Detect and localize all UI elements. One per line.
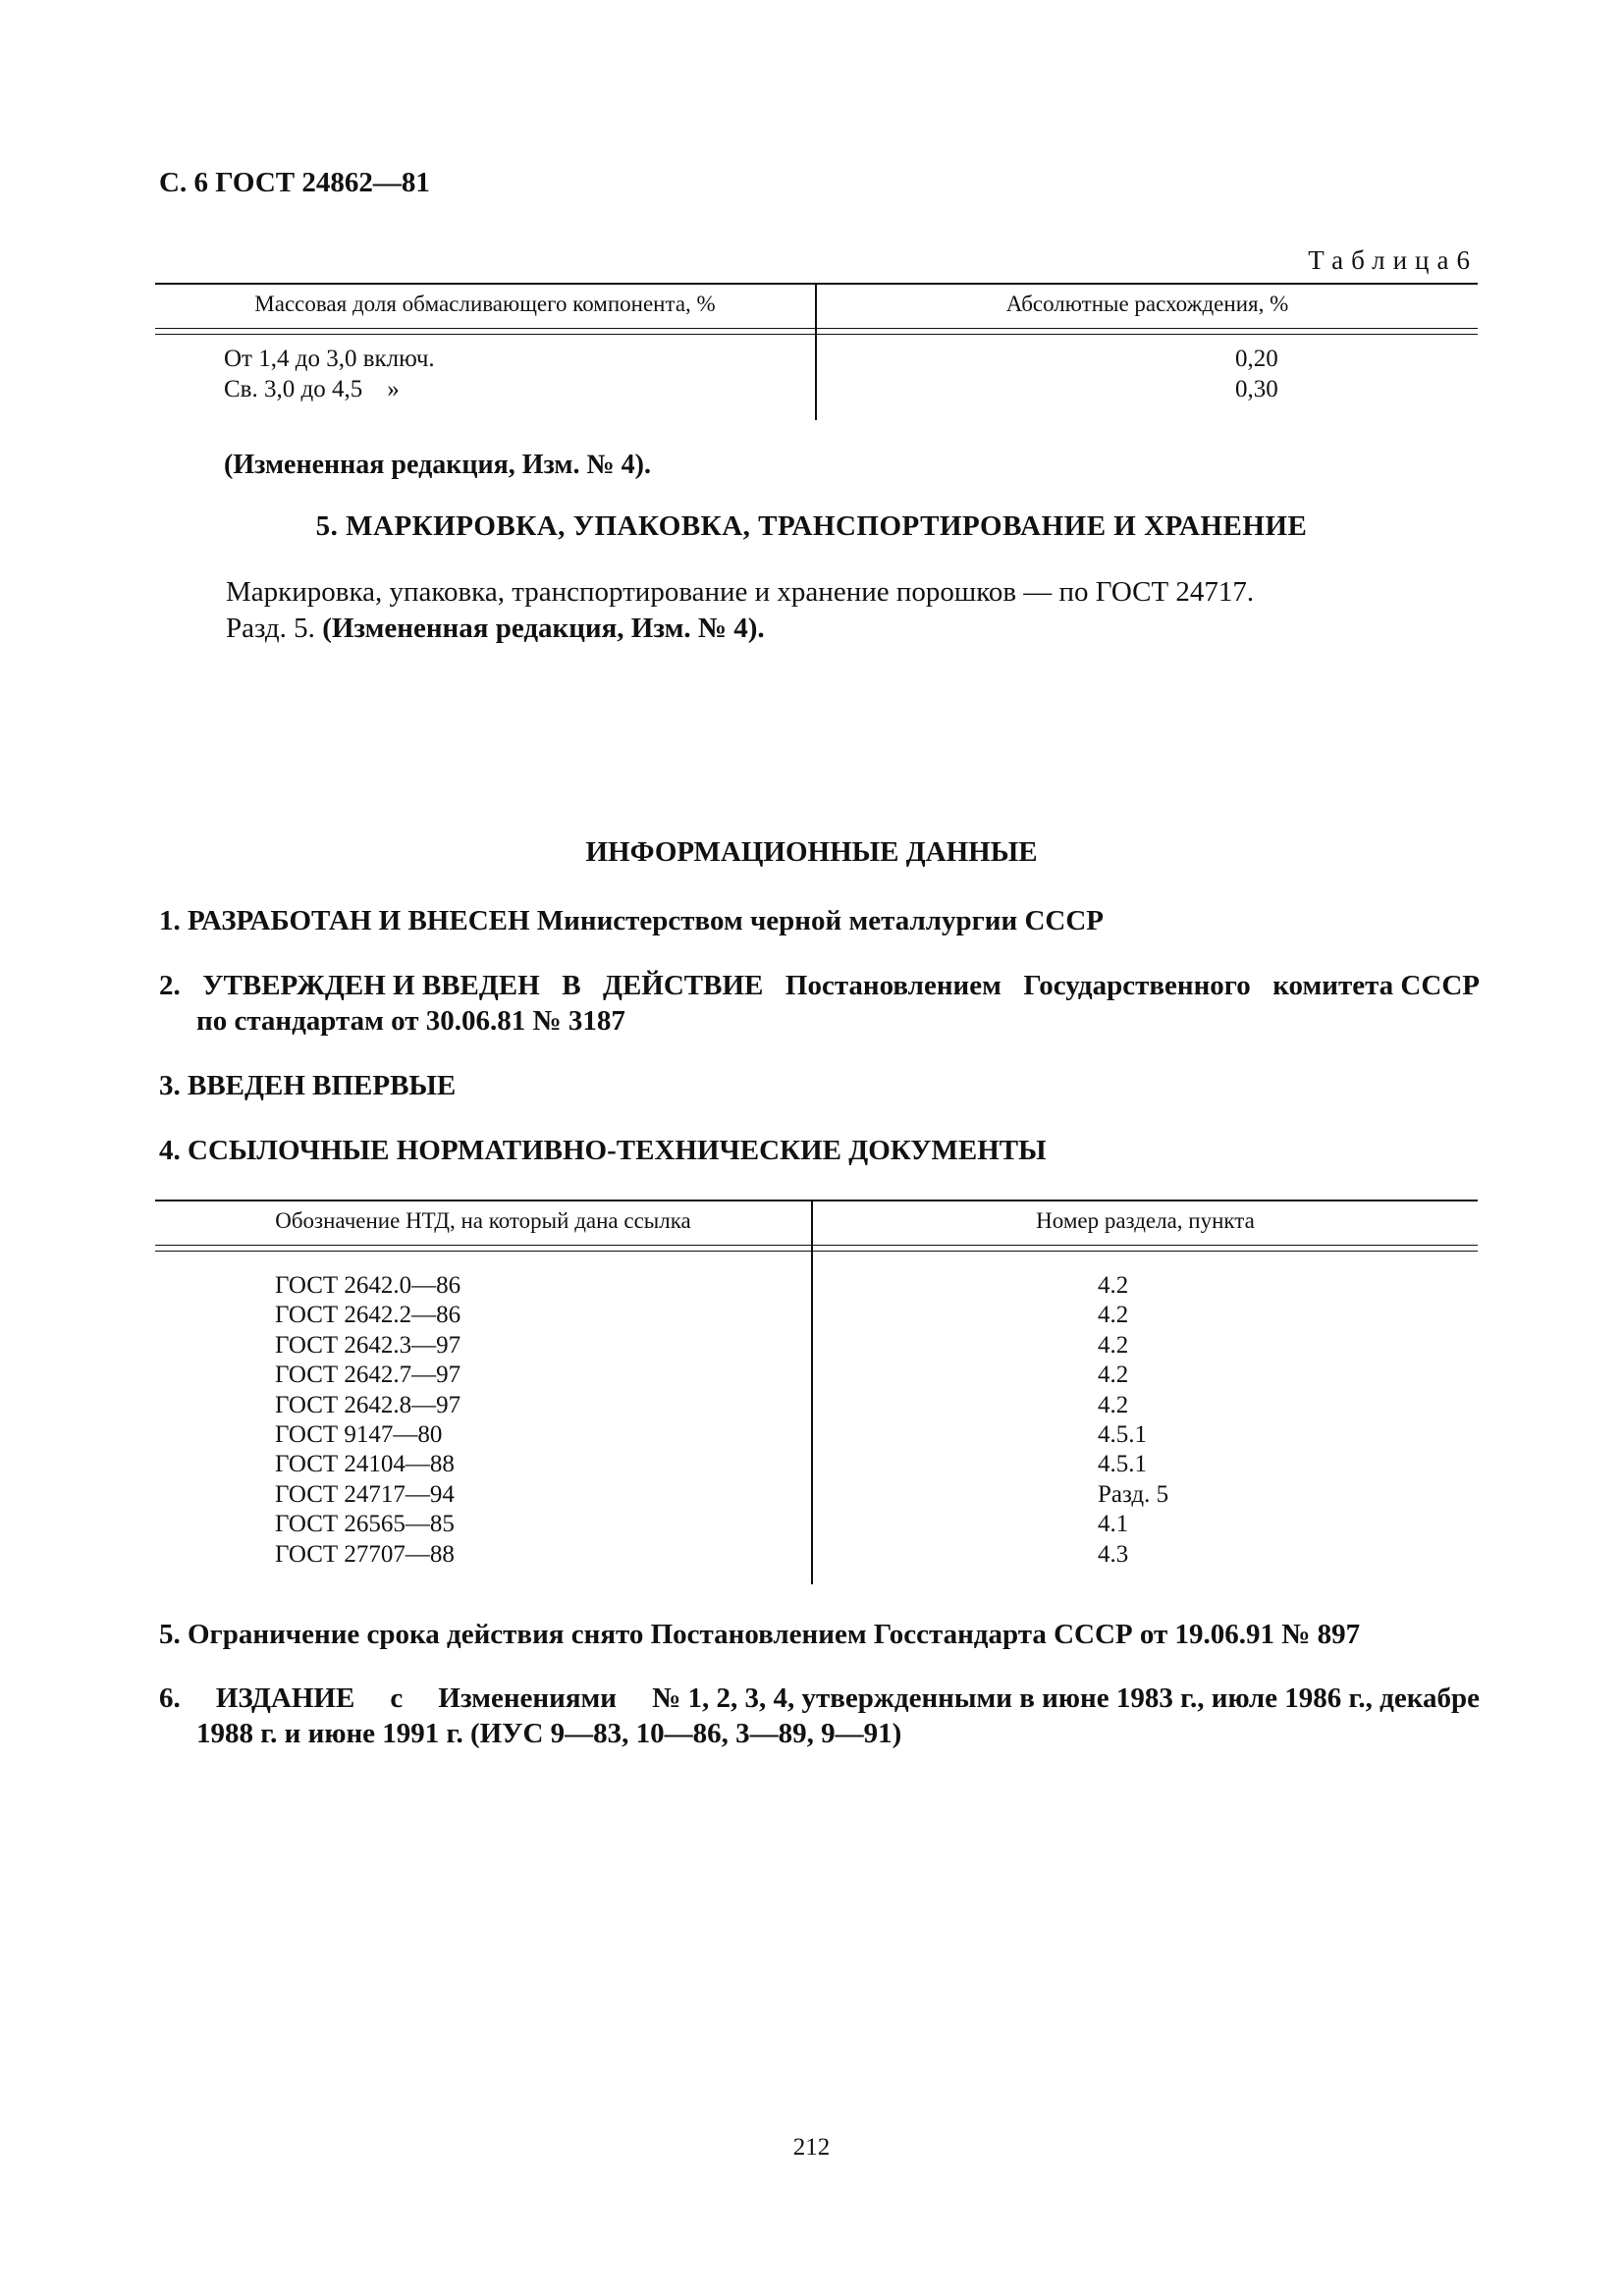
column-header-section: Номер раздела, пункта [1036, 1208, 1255, 1233]
table-cell: 4.2 [1098, 1362, 1129, 1389]
table-cell: ГОСТ 2642.2—86 [275, 1302, 461, 1329]
table-cell: 4.2 [1098, 1391, 1129, 1418]
table-cell: ГОСТ 2642.7—97 [275, 1362, 461, 1389]
table-cell: ГОСТ 2642.8—97 [275, 1391, 461, 1418]
section-text [226, 574, 1254, 647]
table-cell: 0,20 [1235, 346, 1278, 372]
table-cell: 4.5.1 [1098, 1421, 1147, 1449]
info-line [159, 1681, 1480, 1716]
word: 6. [159, 1682, 181, 1714]
table-cell: ГОСТ 27707—88 [275, 1540, 455, 1568]
table-cell: 4.3 [1098, 1540, 1129, 1568]
table-cell: От 1,4 до 3,0 включ. [224, 346, 435, 372]
table-cell: 0,30 [1235, 376, 1278, 402]
table-cell: ГОСТ 9147—80 [275, 1421, 443, 1449]
section-title: 5. МАРКИРОВКА, УПАКОВКА, ТРАНСПОРТИРОВАНИЕ И ХРАНЕНИЕ [315, 510, 1308, 542]
word: № 1, 2, 3, 4, утвержденными в июне 1983 г., июле 1986 г., декабре [652, 1682, 1480, 1714]
info-line [159, 968, 1480, 1003]
word: УТВЕРЖДЕН И ВВЕДЕН [202, 970, 540, 1001]
info-title: ИНФОРМАЦИОННЫЕ ДАННЫЕ [585, 836, 1038, 868]
table-cell: 4.2 [1098, 1272, 1129, 1299]
column-divider [811, 1200, 813, 1584]
info-item-6 [159, 1681, 1480, 1751]
column-header-document: Обозначение НТД, на который дана ссылка [275, 1208, 691, 1233]
value-column [1235, 344, 1278, 404]
info-line: 1988 г. и июне 1991 г. (ИУС 9—83, 10—86, 3—89, 9—91) [196, 1718, 902, 1749]
info-item-4: 4. ССЫЛОЧНЫЕ НОРМАТИВНО-ТЕХНИЧЕСКИЕ ДОКУМЕНТЫ [159, 1135, 1047, 1166]
table-cell: 4.5.1 [1098, 1451, 1147, 1478]
section-column [1098, 1271, 1168, 1570]
table-cell: Св. 3,0 до 4,5 » [224, 376, 400, 402]
word: с [390, 1682, 404, 1714]
info-item-5: 5. Ограничение срока действия снято Постановлением Госстандарта СССР от 19.06.91 № 897 [159, 1619, 1361, 1650]
table-cell: ГОСТ 24717—94 [275, 1480, 455, 1508]
column-header-mass-fraction: Массовая доля обмасливающего компонента, % [254, 292, 716, 316]
table-cell: Разд. 5 [1098, 1480, 1169, 1508]
page-header: С. 6 ГОСТ 24862—81 [159, 167, 430, 198]
table-caption: Таблица6 [1308, 245, 1478, 275]
table-rule [155, 1200, 1478, 1201]
revision-note: (Измененная редакция, Изм. № 4). [224, 450, 651, 480]
table-cell: 4.2 [1098, 1302, 1129, 1329]
table-cell: 4.2 [1098, 1331, 1129, 1359]
table-rule [155, 1245, 1478, 1246]
revision-note-line [226, 611, 1254, 647]
word: ИЗДАНИЕ [215, 1682, 355, 1714]
word: 2. [159, 970, 181, 1001]
table-cell: 4.1 [1098, 1511, 1129, 1538]
word: Постановлением [784, 970, 1001, 1001]
table-cell: ГОСТ 2642.3—97 [275, 1331, 461, 1359]
column-header-absolute-deviation: Абсолютные расхождения, % [1005, 292, 1289, 316]
range-column [224, 344, 435, 404]
page-number: 212 [792, 2134, 831, 2161]
document-column [275, 1271, 460, 1570]
word: комитета СССР [1272, 970, 1480, 1001]
reference-table [155, 1200, 1478, 1584]
info-line: по стандартам от 30.06.81 № 3187 [196, 1005, 625, 1037]
word: ДЕЙСТВИЕ [603, 970, 764, 1001]
table-cell: ГОСТ 26565—85 [275, 1511, 455, 1538]
table-rule [155, 1251, 1478, 1252]
word: В [562, 970, 581, 1001]
word: Государственного [1023, 970, 1251, 1001]
note-bold: (Измененная редакция, Изм. № 4). [322, 613, 765, 644]
info-item-3: 3. ВВЕДЕН ВПЕРВЫЕ [159, 1070, 457, 1101]
table-6 [155, 283, 1478, 420]
table-cell: ГОСТ 2642.0—86 [275, 1272, 461, 1299]
paragraph: Маркировка, упаковка, транспортирование и хранение порошков — по ГОСТ 24717. [226, 576, 1255, 608]
info-item-2 [159, 968, 1480, 1039]
info-item-1: 1. РАЗРАБОТАН И ВНЕСЕН Министерством черной металлургии СССР [159, 905, 1104, 936]
table-cell: ГОСТ 24104—88 [275, 1451, 455, 1478]
word: Изменениями [438, 1682, 617, 1714]
note-prefix: Разд. 5. [226, 613, 323, 644]
